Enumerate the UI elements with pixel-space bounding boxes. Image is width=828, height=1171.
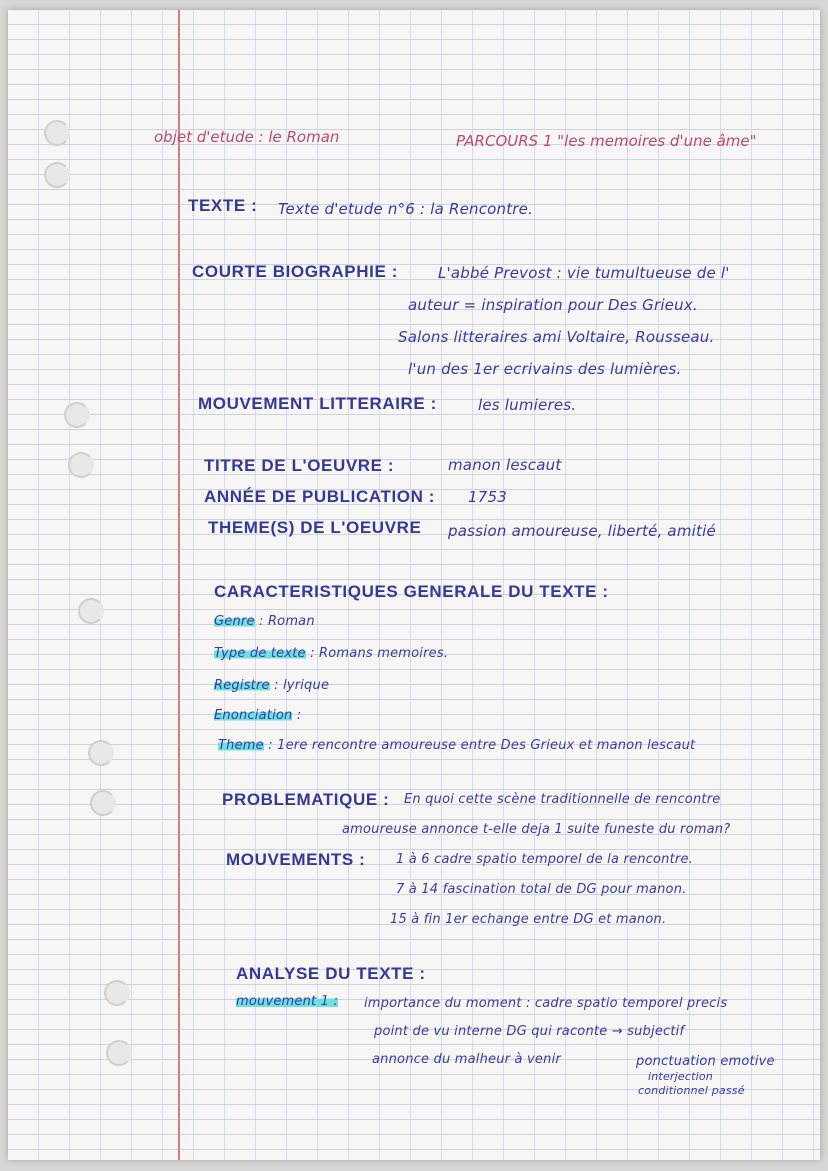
caracteristique-item <box>218 738 695 753</box>
mouvement-label: MOUVEMENT LITTERAIRE : <box>198 394 437 413</box>
analyse-note: conditionnel passé <box>638 1084 745 1097</box>
analyse-line: point de vu interne DG qui raconte → subjectif <box>374 1024 685 1039</box>
margin-line <box>178 10 180 1160</box>
caracteristique-item <box>214 614 315 629</box>
mouvements-line: 1 à 6 cadre spatio temporel de la rencontre. <box>396 852 693 867</box>
caracteristique-sep: : <box>296 708 302 723</box>
analyse-line: annonce du malheur à venir <box>372 1052 561 1067</box>
caracteristique-value: Roman <box>267 614 315 629</box>
biographie-label: COURTE BIOGRAPHIE : <box>192 262 398 281</box>
mouvements-line: 7 à 14 fascination total de DG pour manon. <box>396 882 687 897</box>
binder-hole <box>90 790 116 816</box>
binder-hole <box>44 120 70 146</box>
caracteristique-key: Enonciation <box>214 708 293 723</box>
theme-value: passion amoureuse, liberté, amitié <box>448 522 716 540</box>
problematique-line: amoureuse annonce t-elle deja 1 suite funeste du roman? <box>342 822 731 837</box>
caracteristique-item <box>214 646 448 661</box>
annee-value: 1753 <box>468 488 507 506</box>
biographie-line: l'un des 1er ecrivains des lumières. <box>408 360 682 378</box>
caracteristique-item <box>214 678 329 693</box>
caracteristique-sep: : <box>268 738 273 753</box>
problematique-label: PROBLEMATIQUE : <box>222 790 390 809</box>
analyse-note: interjection <box>648 1070 713 1083</box>
caracteristique-key: Type de texte <box>214 646 306 661</box>
notebook-page <box>8 10 820 1160</box>
mouvement-value: les lumieres. <box>478 396 577 414</box>
analyse-mouvement-key: mouvement 1 : <box>236 994 339 1009</box>
texte-value: Texte d'etude n°6 : la Rencontre. <box>278 200 534 218</box>
binder-hole <box>64 402 90 428</box>
problematique-line: En quoi cette scène traditionnelle de rencontre <box>404 792 721 807</box>
binder-hole <box>104 980 130 1006</box>
header-left: objet d'etude : le Roman <box>154 128 340 146</box>
caracteristique-value: 1ere rencontre amoureuse entre Des Grieux et manon lescaut <box>277 738 696 753</box>
header-right: PARCOURS 1 "les memoires d'une âme" <box>456 132 757 150</box>
analyse-note: ponctuation emotive <box>636 1054 775 1069</box>
analyse-mouvement-label <box>236 994 338 1009</box>
biographie-line: Salons litteraires ami Voltaire, Rousseau. <box>398 328 715 346</box>
caracteristique-key: Theme <box>218 738 264 753</box>
caracteristique-item <box>214 708 301 723</box>
biographie-line: auteur = inspiration pour Des Grieux. <box>408 296 698 314</box>
biographie-line: L'abbé Prevost : vie tumultueuse de l' <box>438 264 730 282</box>
caracteristique-value: Romans memoires. <box>319 646 449 661</box>
caracteristique-sep: : <box>310 646 315 661</box>
caracteristique-sep: : <box>274 678 279 693</box>
annee-label: ANNÉE DE PUBLICATION : <box>204 487 436 506</box>
binder-hole <box>44 162 70 188</box>
analyse-title: ANALYSE DU TEXTE : <box>236 964 426 983</box>
caracteristique-key: Registre <box>214 678 270 693</box>
caracteristiques-title: CARACTERISTIQUES GENERALE DU TEXTE : <box>214 582 609 601</box>
theme-label: THEME(S) DE L'OEUVRE <box>208 518 422 537</box>
binder-hole <box>106 1040 132 1066</box>
caracteristique-sep: : <box>259 614 264 629</box>
binder-hole <box>88 740 114 766</box>
analyse-line: importance du moment : cadre spatio temporel precis <box>364 996 728 1011</box>
binder-hole <box>68 452 94 478</box>
caracteristique-key: Genre <box>214 614 255 629</box>
mouvements-line: 15 à fin 1er echange entre DG et manon. <box>390 912 667 927</box>
caracteristique-value: lyrique <box>283 678 330 693</box>
binder-hole <box>78 598 104 624</box>
titre-label: TITRE DE L'OEUVRE : <box>204 456 395 475</box>
texte-label: TEXTE : <box>188 196 258 215</box>
titre-value: manon lescaut <box>448 456 562 474</box>
mouvements-label: MOUVEMENTS : <box>226 850 366 869</box>
